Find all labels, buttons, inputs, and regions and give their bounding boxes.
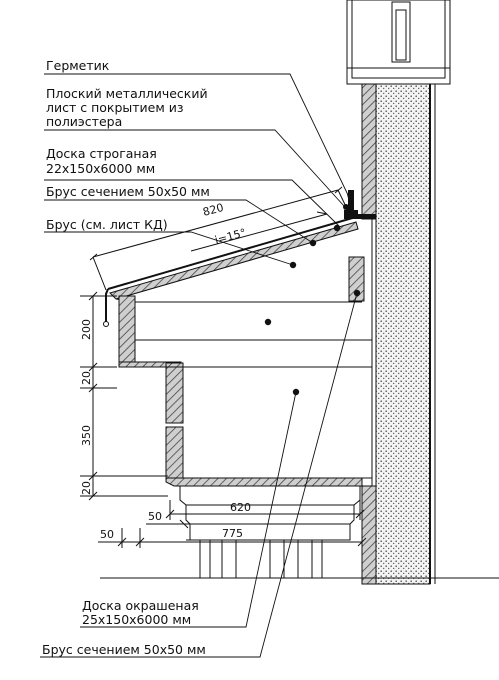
wall-cladding-lower — [362, 486, 376, 584]
dim-width-775: 775 — [222, 527, 243, 540]
label-metal-sheet-3: полиэстера — [46, 114, 123, 129]
dim-slope-length: 820 — [201, 200, 226, 219]
fascia-board-lower — [166, 427, 183, 480]
fascia-board-top — [119, 296, 135, 367]
soffit-board — [166, 478, 362, 486]
dim-height-20-bottom: 20 — [80, 481, 93, 495]
label-planed-board-1: Доска строганая — [46, 146, 157, 161]
wall-insulation — [376, 84, 430, 584]
fascia-block — [119, 296, 372, 486]
label-metal-sheet-2: лист с покрытием из — [46, 100, 184, 115]
dim-slope: i=15° — [213, 226, 248, 247]
label-beam-50x50: Брус сечением 50х50 мм — [46, 184, 210, 199]
dim-height-200: 200 — [80, 319, 93, 340]
dim-width-50-b: 50 — [100, 528, 114, 541]
fascia-board-middle — [166, 363, 183, 423]
wall-cladding-upper — [362, 84, 376, 219]
corbel-legs — [200, 540, 322, 578]
wall-section — [362, 84, 435, 584]
label-planed-board-2: 22х150х6000 мм — [46, 161, 156, 176]
dim-width-50-a: 50 — [148, 510, 162, 523]
label-beam-50x50-bottom: Брус сечением 50х50 мм — [42, 642, 206, 657]
label-sealant: Герметик — [46, 58, 110, 73]
window-frame — [347, 0, 450, 84]
cornice-profile — [100, 486, 499, 578]
drip-edge — [106, 289, 108, 322]
dim-width-620: 620 — [230, 501, 251, 514]
label-painted-board-2: 25х150х6000 мм — [82, 612, 192, 627]
label-metal-sheet-1: Плоский металлический — [46, 86, 208, 101]
label-painted-board-1: Доска окрашеная — [82, 598, 199, 613]
label-beam-kd: Брус (см. лист КД) — [46, 217, 168, 232]
dim-height-350: 350 — [80, 425, 93, 446]
dim-height-20-top: 20 — [80, 371, 93, 385]
